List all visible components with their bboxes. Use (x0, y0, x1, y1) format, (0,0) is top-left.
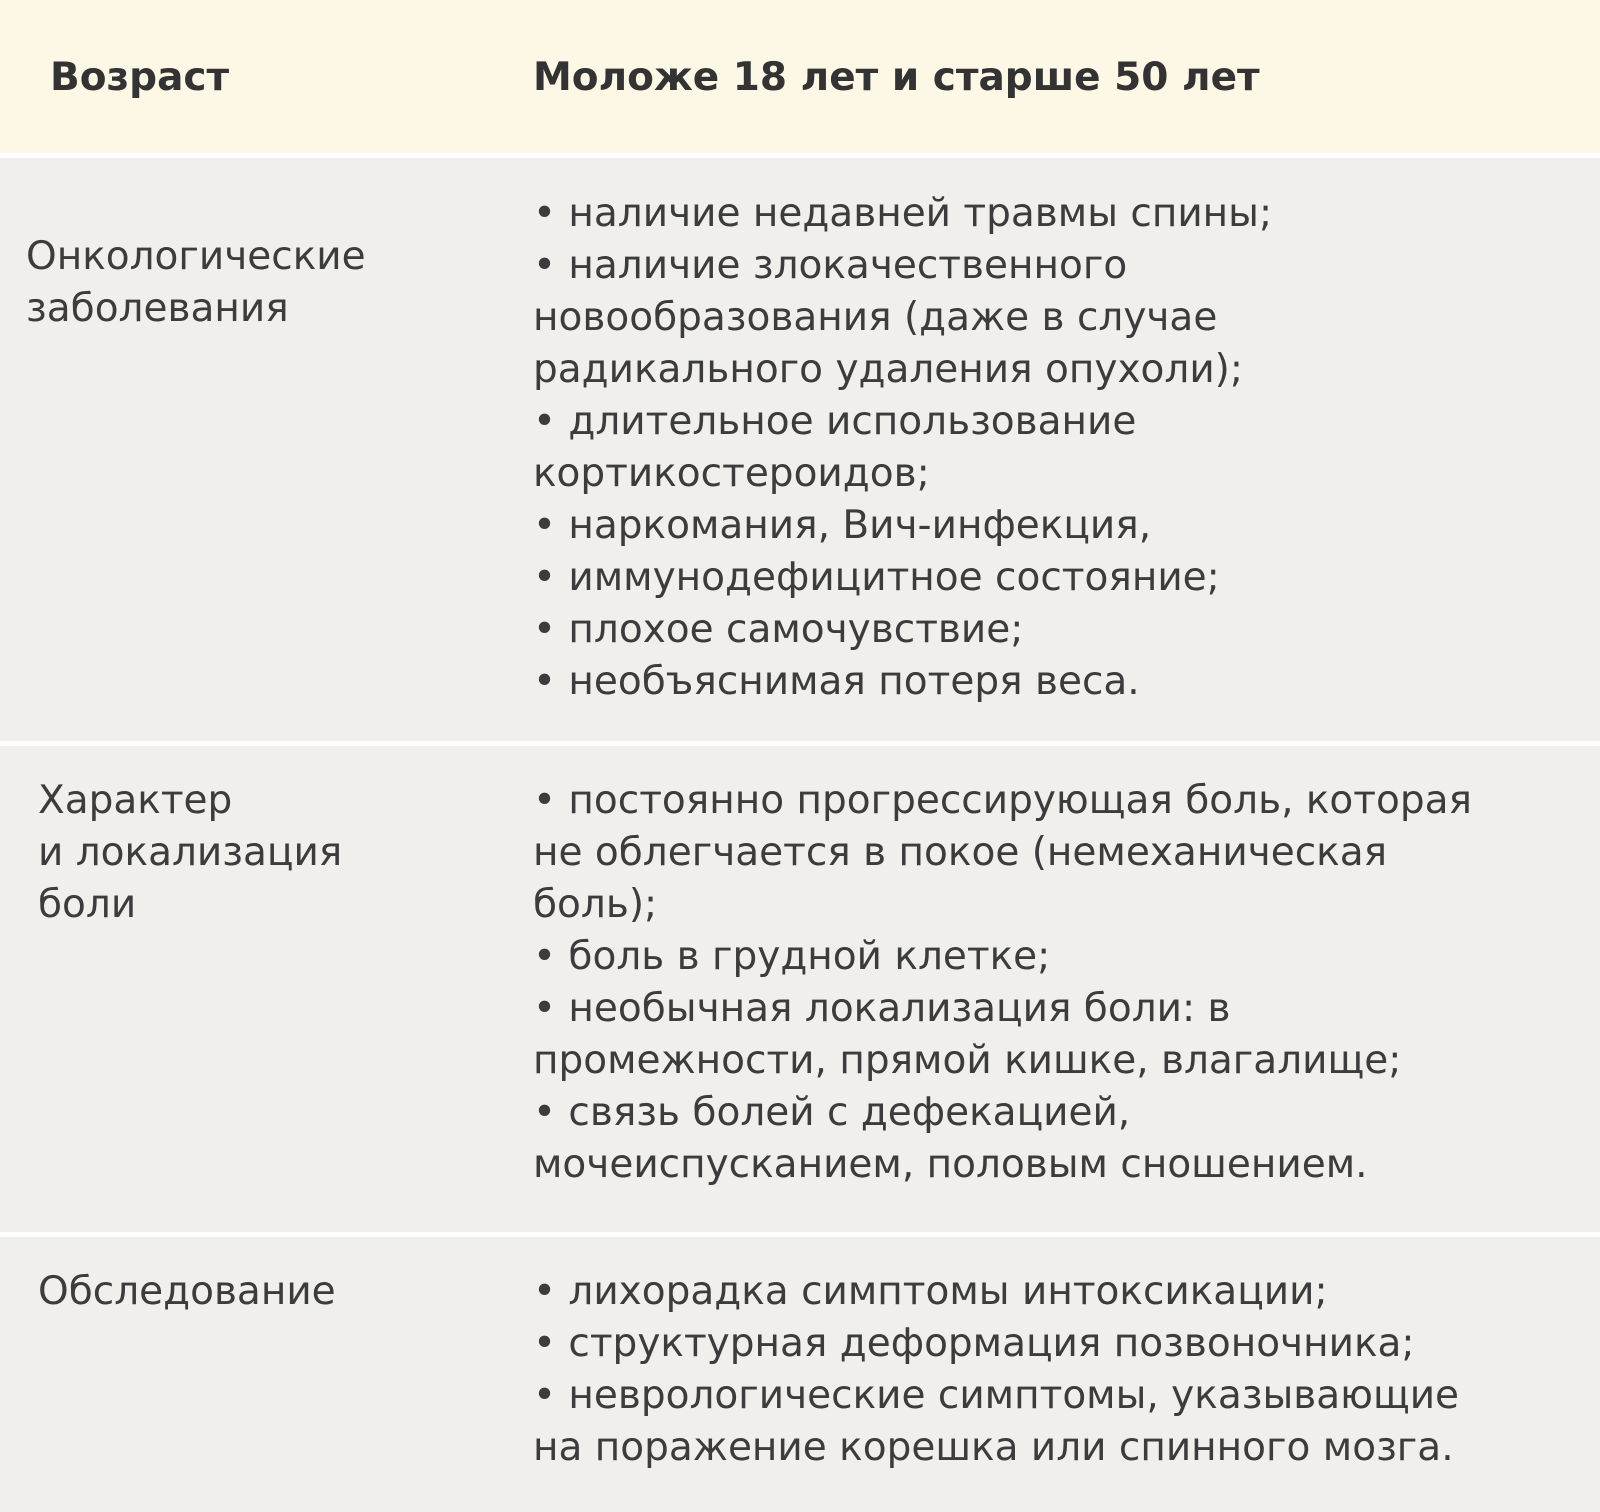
list-item-line: • наркомания, Вич-инфекция, (533, 503, 1152, 548)
row-content-pain-character (533, 775, 1573, 1191)
list-item-line: • необычная локализация боли: в (533, 986, 1231, 1031)
list-item-line: промежности, прямой кишке, влагалище; (533, 1038, 1402, 1083)
table-row-pain-character (0, 746, 1600, 1232)
list-item-line: • иммунодефицитное состояние; (533, 555, 1220, 600)
table-row-oncology (0, 158, 1600, 741)
row-label-line: боли (38, 882, 137, 927)
row-label-line: Обследование (38, 1269, 336, 1314)
list-item-line: боль); (533, 882, 658, 927)
header-age-value: Моложе 18 лет и старше 50 лет (533, 55, 1260, 100)
row-content-examination (533, 1266, 1573, 1474)
row-label-pain-character (38, 775, 458, 931)
row-content-oncology (533, 188, 1573, 708)
list-item-line: на поражение корешка или спинного мозга. (533, 1425, 1454, 1470)
list-item-line: • наличие злокачественного (533, 243, 1128, 288)
list-item-line: не облегчается в покое (немеханическая (533, 830, 1388, 875)
list-item-line: • постоянно прогрессирующая боль, которая (533, 778, 1472, 823)
list-item-line: • лихорадка симптомы интоксикации; (533, 1269, 1328, 1314)
row-label-oncology (26, 231, 466, 335)
list-item-line: мочеиспусканием, половым сношением. (533, 1142, 1368, 1187)
list-item-line: • структурная деформация позвоночника; (533, 1321, 1415, 1366)
table-header-row (0, 0, 1600, 153)
row-label-line: Характер (38, 778, 233, 823)
row-label-line: заболевания (26, 286, 289, 331)
list-item-line: • связь болей с дефекацией, (533, 1090, 1131, 1135)
list-item-line: кортикостероидов; (533, 451, 930, 496)
list-item-line: • неврологические симптомы, указывающие (533, 1373, 1460, 1418)
list-item-line: новообразования (даже в случае (533, 295, 1218, 340)
list-item-line: • необъяснимая потеря веса. (533, 659, 1140, 704)
list-item-line: радикального удаления опухоли); (533, 347, 1244, 392)
header-age-label: Возраст (50, 55, 230, 100)
table-row-examination (0, 1237, 1600, 1512)
list-item-line: • наличие недавней травмы спины; (533, 191, 1273, 236)
row-label-line: и локализация (38, 830, 343, 875)
list-item-line: • боль в грудной клетке; (533, 934, 1051, 979)
row-label-line: Онкологические (26, 234, 366, 279)
row-label-examination (38, 1266, 458, 1318)
list-item-line: • длительное использование (533, 399, 1137, 444)
list-item-line: • плохое самочувствие; (533, 607, 1024, 652)
